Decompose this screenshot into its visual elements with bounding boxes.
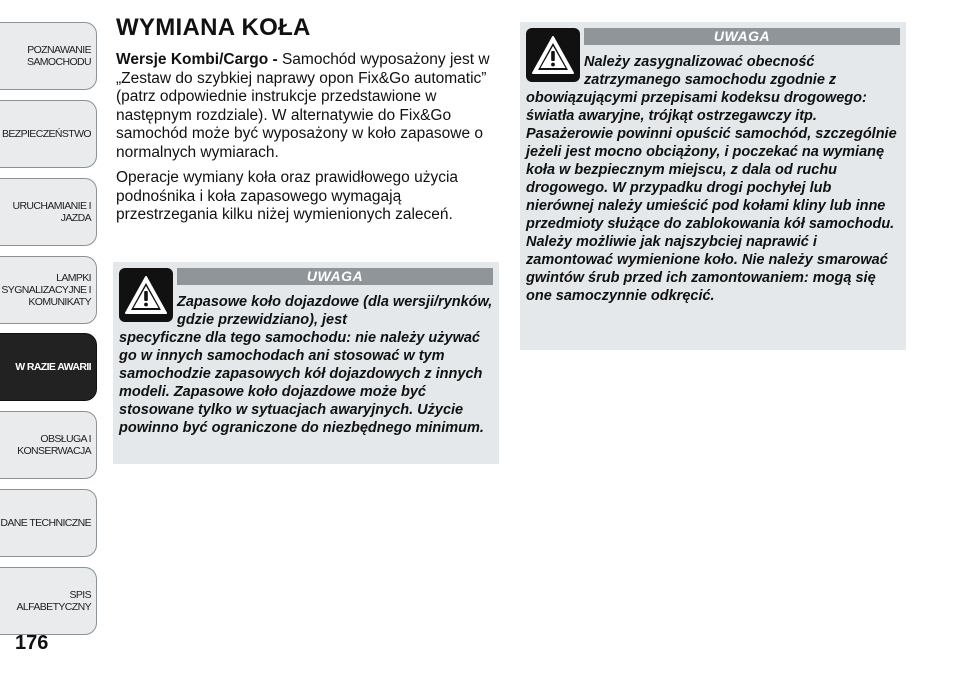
warning-triangle-icon bbox=[526, 28, 580, 82]
warning-header: UWAGA bbox=[584, 28, 900, 45]
tab-spis-alfabetyczny[interactable]: SPIS ALFABETYCZNY bbox=[0, 567, 97, 635]
warning-text-lead: Zapasowe koło dojazdowe (dla wersji/rynków, gdzie przewidziano), jest bbox=[177, 294, 493, 328]
warning-text bbox=[119, 293, 493, 437]
paragraph-intro-text: Samochód wyposażony jest w „Zestaw do szybkiej naprawy opon Fix&Go automatic” (patrz odpowiednie instrukcje przedstawione w następnym rozdziale). W alternatywie do Fix&Go samochód może być wyposażony w koło zapasowe o normalnych wymiarach. bbox=[116, 51, 490, 161]
warning-triangle-icon bbox=[119, 268, 173, 322]
chapter-sidebar bbox=[0, 0, 100, 678]
tab-obsluga-konserwacja[interactable]: OBSŁUGA I KONSERWACJA bbox=[0, 411, 97, 479]
tab-poznawanie-samochodu[interactable]: POZNAWANIE SAMOCHODU bbox=[0, 22, 97, 90]
tab-bezpieczenstwo[interactable]: BEZPIECZEŃSTWO bbox=[0, 100, 97, 168]
warning-text bbox=[526, 53, 900, 305]
tab-lampki-sygnalizacyjne[interactable]: LAMPKI SYGNALIZACYJNE I KOMUNIKATY bbox=[0, 256, 97, 324]
paragraph-intro bbox=[116, 51, 501, 162]
warning-header: UWAGA bbox=[177, 268, 493, 285]
tab-dane-techniczne[interactable]: DANE TECHNICZNE bbox=[0, 489, 97, 557]
paragraph-intro-lead: Wersje Kombi/Cargo - bbox=[116, 51, 278, 68]
warning-text-lead: Należy zasygnalizować obecność zatrzymanego samochodu zgodnie z bbox=[584, 54, 837, 88]
tab-uruchamianie-jazda[interactable]: URUCHAMIANIE I JAZDA bbox=[0, 178, 97, 246]
warning-text-body: specyficzne dla tego samochodu: nie należy używać go w innych samochodach ani stosować w tym samochodzie zapasowych kół dojazdowych z innych modeli. Zapasowe koło dojazdowe może być stosowane tylko w sytuacjach awaryjnych. Użycie powinno być ograniczone do niezbędnego minimum. bbox=[119, 330, 484, 436]
warning-text-body: obowiązującymi przepisami kodeksu drogowego: światła awaryjne, trójkąt ostrzegawczy itp. Pasażerowie powinni opuścić samochód, szczególnie jeżeli jest mocno obciążony, i poczekać na wymianę koła w bezpiecznym miejscu, z dala od ruchu drogowego. W przypadku drogi pochyłej lub nierównej należy umieścić pod kołami kliny lub inne przedmioty służące do zablokowania kół samochodu. Należy możliwie jak najszybciej naprawić i zamontować wymienione koło. Nie należy smarować gwintów śrub przed ich zamontowaniem: mogą się one samoczynnie odkręcić. bbox=[526, 90, 897, 304]
warning-box-spare-wheel bbox=[113, 262, 499, 464]
page-number: 176 bbox=[15, 632, 49, 654]
paragraph-instructions: Operacje wymiany koła oraz prawidłowego użycia podnośnika i koła zapasowego wymagają przestrzegania kilku niżej wymienionych zaleceń. bbox=[116, 169, 459, 223]
page-title: WYMIANA KOŁA bbox=[116, 14, 311, 41]
tab-w-razie-awarii[interactable]: W RAZIE AWARII bbox=[0, 333, 97, 401]
main-content bbox=[116, 14, 501, 232]
warning-box-signal-vehicle bbox=[520, 22, 906, 350]
